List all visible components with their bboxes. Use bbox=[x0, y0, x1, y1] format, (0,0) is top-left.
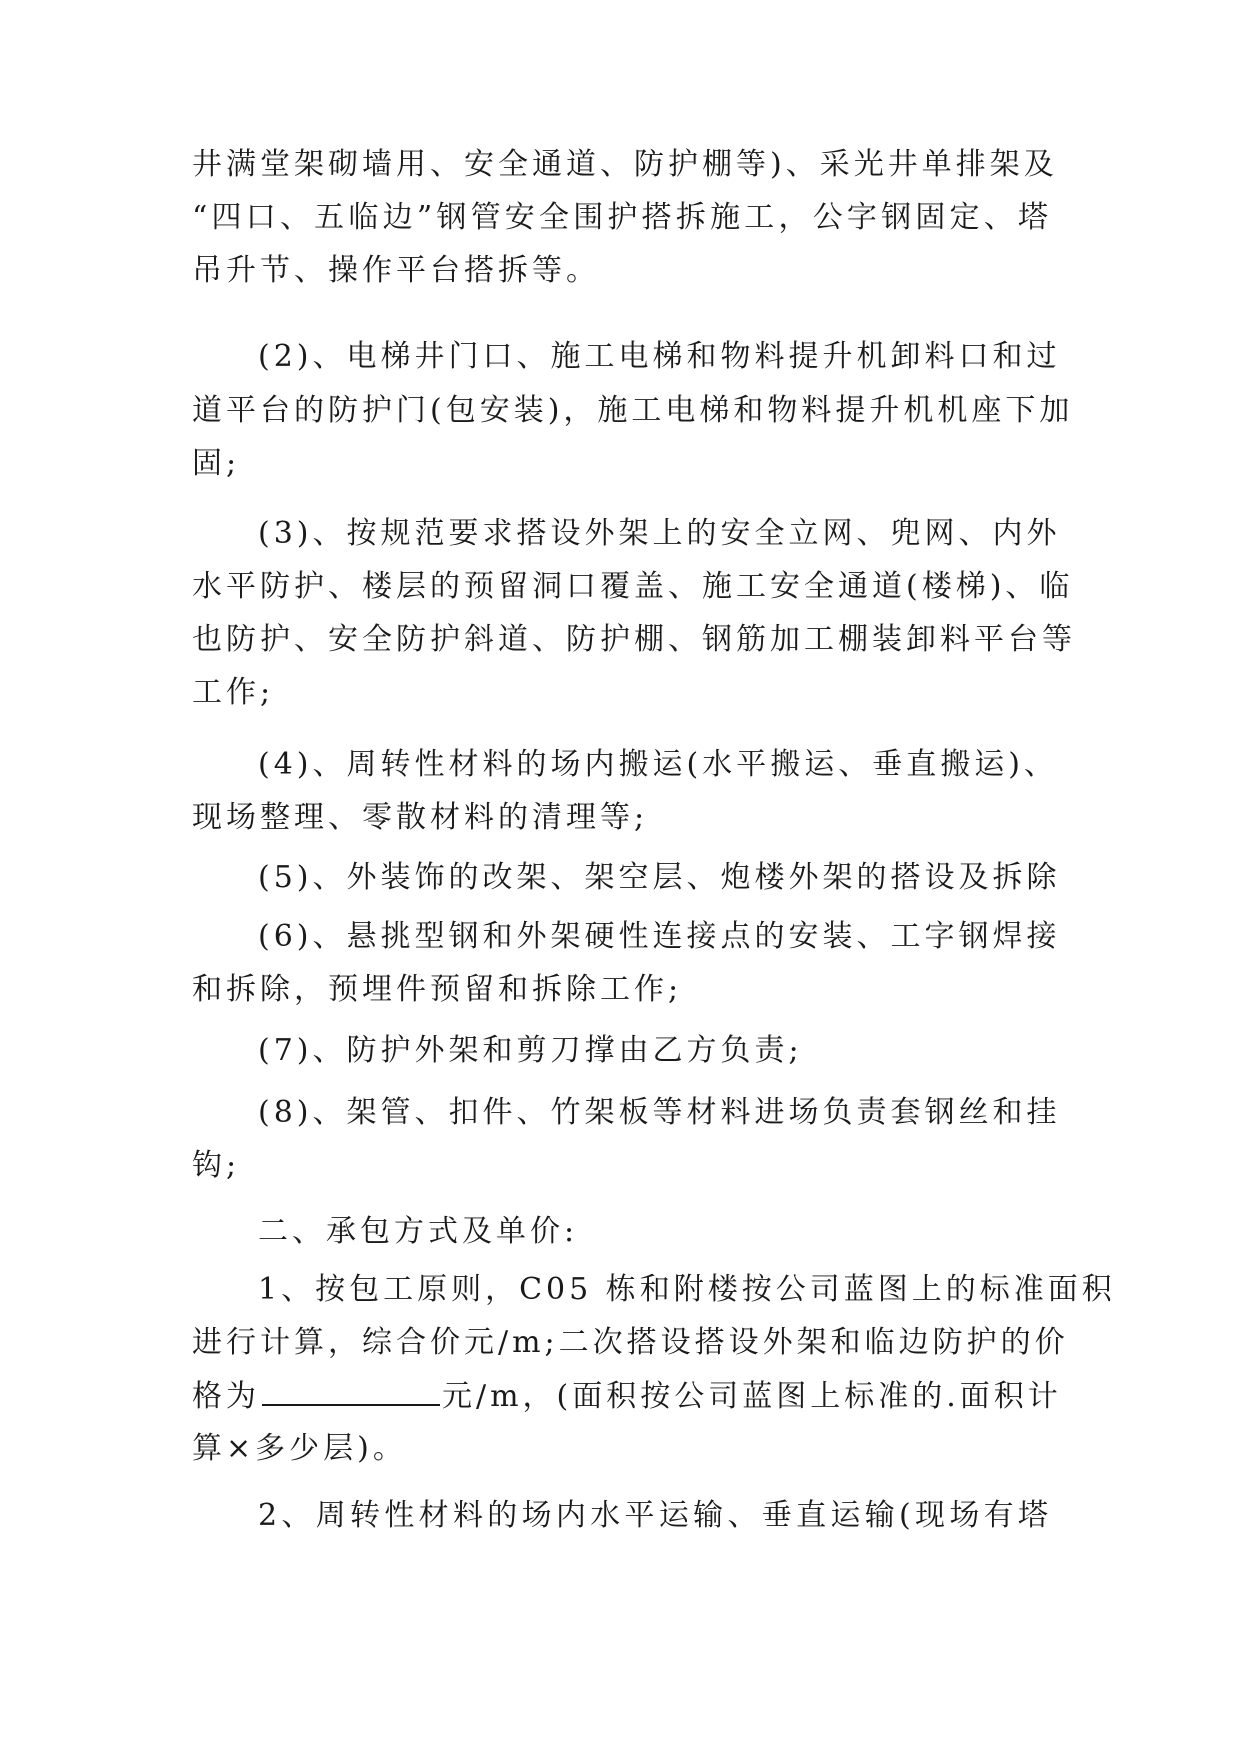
text-line: (2)、电梯井门口、施工电梯和物料提升机卸料口和过 bbox=[258, 339, 1061, 374]
text-line: (4)、周转性材料的场内搬运(水平搬运、垂直搬运)、 bbox=[258, 747, 1058, 782]
text-line: 现场整理、零散材料的清理等; bbox=[192, 800, 649, 835]
text-line: 2、周转性材料的场内水平运输、垂直运输(现场有塔 bbox=[258, 1498, 1052, 1533]
text-line: (5)、外装饰的改架、架空层、炮楼外架的搭设及拆除 bbox=[258, 860, 1061, 895]
text-line: 进行计算，综合价元/m;二次搭设搭设外架和临边防护的价 bbox=[192, 1325, 1069, 1360]
text-line-with-blank bbox=[192, 1376, 1062, 1416]
text-line: 也防护、安全防护斜道、防护棚、钢筋加工棚装卸料平台等 bbox=[192, 622, 1076, 657]
section-heading: 二、承包方式及单价: bbox=[258, 1214, 579, 1249]
price-label: 格为 bbox=[192, 1379, 260, 1414]
text-line: (8)、架管、扣件、竹架板等材料进场负责套钢丝和挂 bbox=[258, 1095, 1061, 1130]
text-line: 和拆除，预埋件预留和拆除工作; bbox=[192, 972, 683, 1007]
text-line: (3)、按规范要求搭设外架上的安全立网、兜网、内外 bbox=[258, 516, 1061, 551]
price-suffix: 元/m，(面积按公司蓝图上标准的.面积计 bbox=[442, 1379, 1062, 1414]
text-line: (6)、悬挑型钢和外架硬性连接点的安装、工字钢焊接 bbox=[258, 919, 1061, 954]
text-line: 水平防护、楼层的预留洞口覆盖、施工安全通道(楼梯)、临 bbox=[192, 569, 1074, 604]
text-line: (7)、防护外架和剪刀撑由乙方负责; bbox=[258, 1033, 803, 1068]
price-blank bbox=[262, 1376, 440, 1406]
text-line: 井满堂架砌墙用、安全通道、防护棚等)、采光井单排架及 bbox=[192, 147, 1058, 182]
text-line: 工作; bbox=[192, 675, 275, 710]
text-line: 道平台的防护门(包安装)，施工电梯和物料提升机机座下加 bbox=[192, 393, 1074, 428]
text-line: 钩; bbox=[192, 1148, 241, 1183]
text-line: 吊升节、操作平台搭拆等。 bbox=[192, 253, 600, 288]
text-line: 算×多少层)。 bbox=[192, 1431, 407, 1466]
text-line: “四口、五临边”钢管安全围护搭拆施工，公字钢固定、塔 bbox=[192, 200, 1052, 235]
text-line: 固; bbox=[192, 446, 241, 481]
text-line: 1、按包工原则，C05 栋和附楼按公司蓝图上的标准面积 bbox=[258, 1272, 1116, 1307]
